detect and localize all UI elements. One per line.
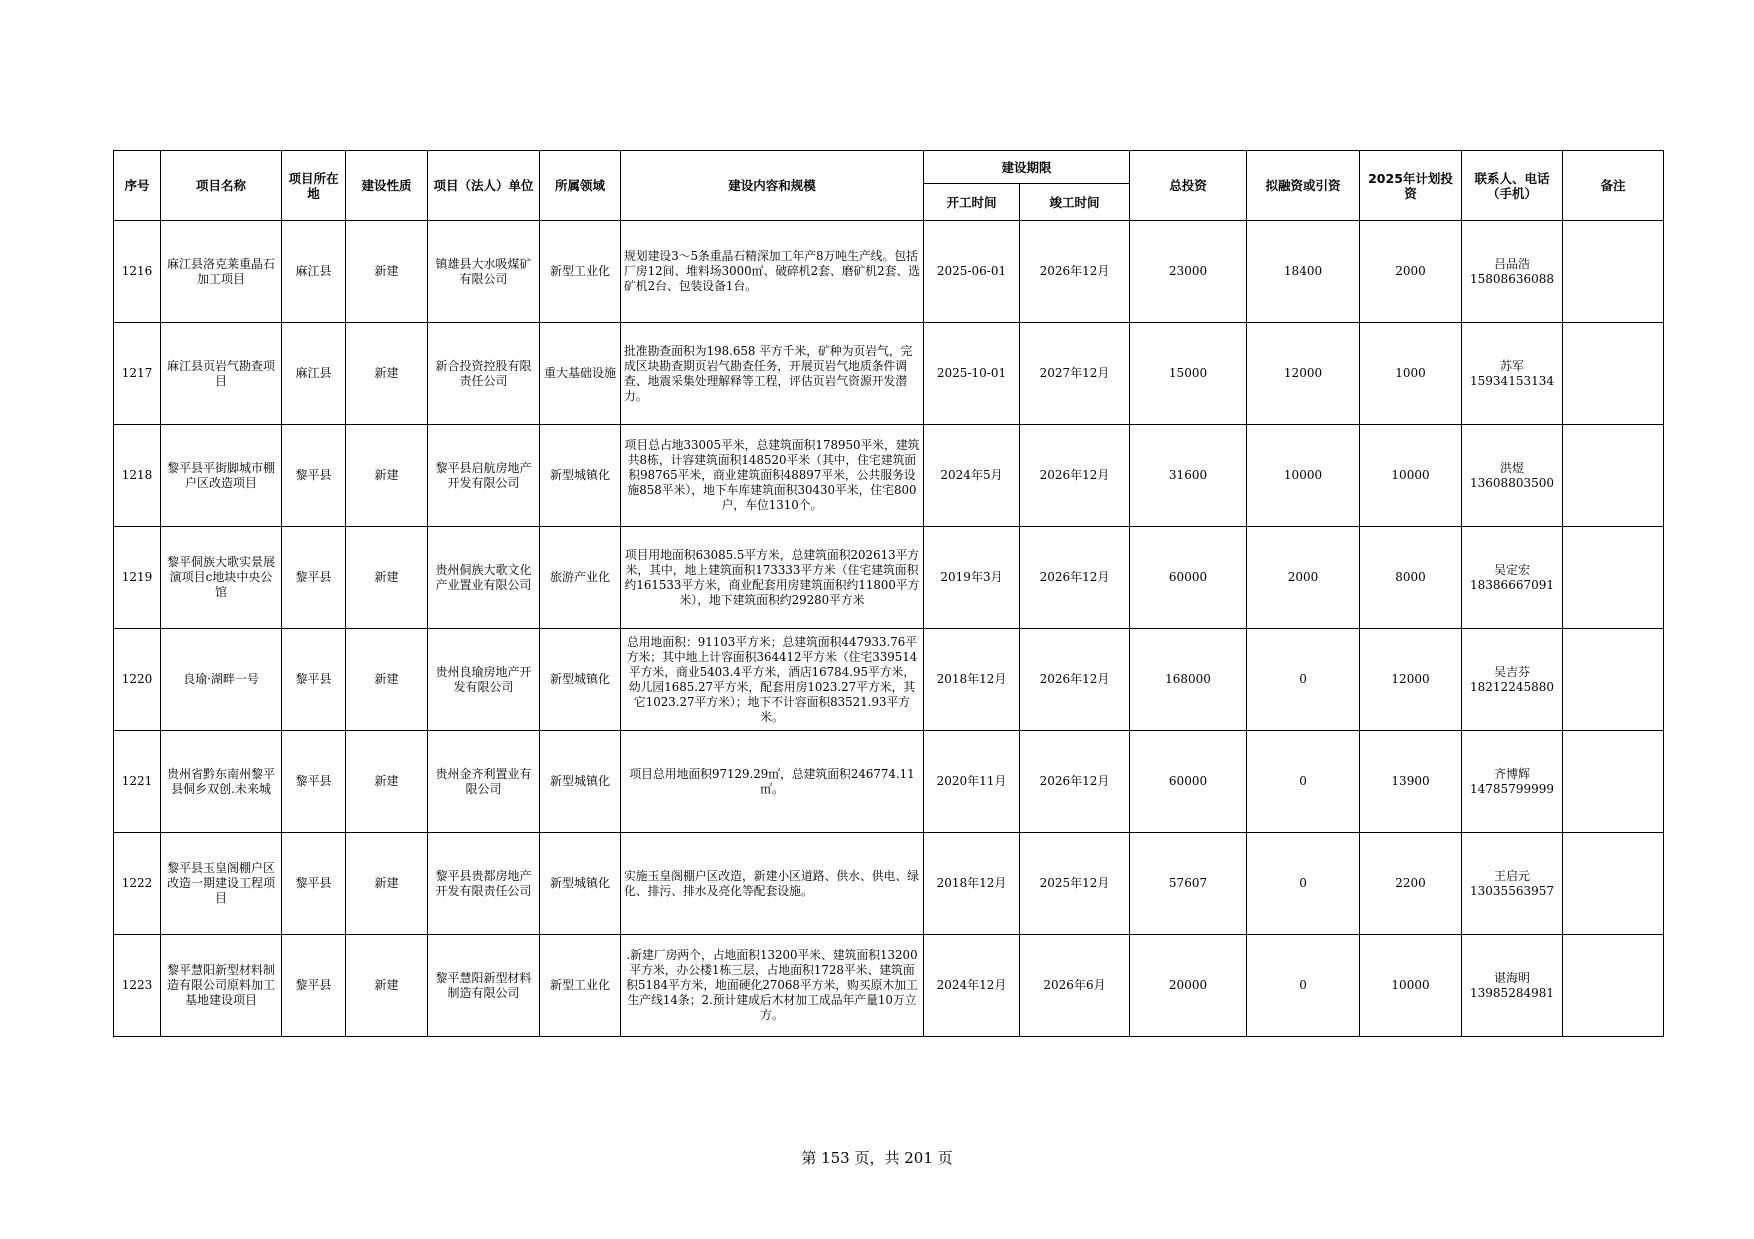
header-name: 项目名称 [161, 151, 282, 221]
cell-contact [1462, 221, 1563, 323]
cell-unit: 新合投资控股有限责任公司 [428, 323, 540, 425]
cell-total: 168000 [1130, 629, 1247, 731]
cell-field: 新型城镇化 [540, 731, 621, 833]
cell-contact [1462, 935, 1563, 1037]
cell-seq: 1222 [114, 833, 161, 935]
table-header [114, 151, 1664, 221]
cell-content: 项目总占地33005平米，总建筑面积178950平米，建筑共8栋，计容建筑面积148520平米（其中，住宅建筑面积98765平米，商业建筑面积48897平米，公共服务设施858平米），地下车库建筑面积30430平米，住宅800户，车位1310个。 [621, 425, 924, 527]
cell-field: 新型工业化 [540, 221, 621, 323]
cell-seq: 1216 [114, 221, 161, 323]
table-row [114, 425, 1664, 527]
header-remark: 备注 [1563, 151, 1664, 221]
cell-total: 60000 [1130, 731, 1247, 833]
cell-name: 麻江县页岩气勘查项目 [161, 323, 282, 425]
cell-name: 黎平慧阳新型材料制造有限公司原料加工基地建设项目 [161, 935, 282, 1037]
header-plan2025: 2025年计划投资 [1360, 151, 1462, 221]
contact-name: 齐博辉 [1494, 766, 1531, 781]
contact-phone: 13035563957 [1470, 883, 1554, 898]
cell-name: 麻江县洛克莱重晶石加工项目 [161, 221, 282, 323]
cell-contact [1462, 731, 1563, 833]
cell-end: 2027年12月 [1020, 323, 1130, 425]
cell-seq: 1221 [114, 731, 161, 833]
cell-seq: 1220 [114, 629, 161, 731]
table-row [114, 935, 1664, 1037]
contact-name: 吴吉芬 [1494, 664, 1531, 679]
cell-end: 2026年12月 [1020, 629, 1130, 731]
contact-phone: 14785799999 [1470, 781, 1554, 796]
contact-name: 王启元 [1494, 868, 1531, 883]
cell-start: 2024年5月 [924, 425, 1020, 527]
cell-remark [1563, 221, 1664, 323]
cell-contact [1462, 629, 1563, 731]
cell-start: 2025-10-01 [924, 323, 1020, 425]
cell-plan2025: 10000 [1360, 935, 1462, 1037]
cell-plan2025: 2000 [1360, 221, 1462, 323]
cell-end: 2026年12月 [1020, 425, 1130, 527]
table-row [114, 833, 1664, 935]
cell-location: 麻江县 [282, 221, 346, 323]
cell-unit: 黎平慧阳新型材料制造有限公司 [428, 935, 540, 1037]
cell-field: 新型工业化 [540, 935, 621, 1037]
cell-financing: 2000 [1247, 527, 1360, 629]
cell-location: 黎平县 [282, 629, 346, 731]
cell-name: 黎平侗族大歌实景展演项目c地块中央公馆 [161, 527, 282, 629]
contact-phone: 13985284981 [1470, 985, 1554, 1000]
cell-location: 黎平县 [282, 935, 346, 1037]
contact-name: 吕品浩 [1494, 256, 1531, 271]
cell-financing: 0 [1247, 833, 1360, 935]
cell-field: 新型城镇化 [540, 629, 621, 731]
cell-contact [1462, 425, 1563, 527]
cell-field: 新型城镇化 [540, 425, 621, 527]
header-total: 总投资 [1130, 151, 1247, 221]
cell-content: 项目总用地面积97129.29㎡，总建筑面积246774.11㎡。 [621, 731, 924, 833]
cell-content: 总用地面积：91103平方米；总建筑面积447933.76平方米；其中地上计容面积364412平方米（住宅339514平方米，商业5403.4平方米，酒店16784.95平方米，幼儿园1685.27平方米，配套用房1023.27平方米，其它1023.27平方米）；地下不计容面积83521.93平方米。 [621, 629, 924, 731]
cell-start: 2018年12月 [924, 833, 1020, 935]
cell-seq: 1218 [114, 425, 161, 527]
table-row [114, 221, 1664, 323]
header-contact: 联系人、电话（手机） [1462, 151, 1563, 221]
header-field: 所属领域 [540, 151, 621, 221]
cell-nature: 新建 [346, 935, 428, 1037]
cell-location: 麻江县 [282, 323, 346, 425]
cell-end: 2026年12月 [1020, 731, 1130, 833]
cell-plan2025: 10000 [1360, 425, 1462, 527]
cell-contact [1462, 833, 1563, 935]
header-start: 开工时间 [924, 184, 1020, 221]
table-row [114, 323, 1664, 425]
cell-unit: 贵州良瑜房地产开发有限公司 [428, 629, 540, 731]
cell-end: 2025年12月 [1020, 833, 1130, 935]
contact-name: 谌海明 [1494, 970, 1531, 985]
cell-unit: 镇雄县大水吸煤矿有限公司 [428, 221, 540, 323]
cell-plan2025: 1000 [1360, 323, 1462, 425]
cell-content: 批准勘查面积为198.658 平方千米，矿种为页岩气，完成区块勘查期页岩气勘查任务，开展页岩气地质条件调查、地震采集处理解释等工程，评估页岩气资源开发潜力。 [621, 323, 924, 425]
cell-plan2025: 12000 [1360, 629, 1462, 731]
cell-start: 2024年12月 [924, 935, 1020, 1037]
cell-content: 实施玉皇阁棚户区改造，新建小区道路、供水、供电、绿化、排污、排水及亮化等配套设施。 [621, 833, 924, 935]
cell-remark [1563, 935, 1664, 1037]
cell-unit: 贵州侗族大歌文化产业置业有限公司 [428, 527, 540, 629]
header-period: 建设期限 [924, 151, 1130, 184]
contact-phone: 15808636088 [1470, 271, 1554, 286]
cell-remark [1563, 833, 1664, 935]
cell-seq: 1217 [114, 323, 161, 425]
cell-name: 贵州省黔东南州黎平县侗乡双创.未来城 [161, 731, 282, 833]
contact-name: 吴定宏 [1494, 562, 1531, 577]
table-row [114, 731, 1664, 833]
cell-content: 规划建设3～5条重晶石精深加工年产8万吨生产线。包括厂房12间、堆料场3000㎡、破碎机2套、磨矿机2套、选矿机2台、包装设备1台。 [621, 221, 924, 323]
cell-content: .新建厂房两个，占地面积13200平米、建筑面积13200平方米，办公楼1栋三层，占地面积1728平米、建筑面积5184平方米，地面硬化27068平方米，购买原木加工生产线14条；2.预计建成后木材加工成品年产量10万立方。 [621, 935, 924, 1037]
cell-remark [1563, 731, 1664, 833]
cell-field: 重大基础设施 [540, 323, 621, 425]
cell-contact [1462, 527, 1563, 629]
cell-location: 黎平县 [282, 833, 346, 935]
header-unit: 项目（法人）单位 [428, 151, 540, 221]
header-location: 项目所在地 [282, 151, 346, 221]
cell-financing: 0 [1247, 731, 1360, 833]
cell-financing: 0 [1247, 629, 1360, 731]
cell-financing: 0 [1247, 935, 1360, 1037]
cell-start: 2018年12月 [924, 629, 1020, 731]
table-body [114, 221, 1664, 1037]
cell-nature: 新建 [346, 221, 428, 323]
header-seq: 序号 [114, 151, 161, 221]
cell-name: 良瑜·湖畔一号 [161, 629, 282, 731]
cell-field: 新型城镇化 [540, 833, 621, 935]
cell-end: 2026年12月 [1020, 527, 1130, 629]
cell-plan2025: 2200 [1360, 833, 1462, 935]
cell-total: 31600 [1130, 425, 1247, 527]
contact-phone: 13608803500 [1470, 475, 1554, 490]
cell-remark [1563, 425, 1664, 527]
cell-location: 黎平县 [282, 527, 346, 629]
cell-location: 黎平县 [282, 425, 346, 527]
cell-end: 2026年12月 [1020, 221, 1130, 323]
cell-unit: 贵州金齐利置业有限公司 [428, 731, 540, 833]
cell-total: 15000 [1130, 323, 1247, 425]
contact-phone: 18386667091 [1470, 577, 1554, 592]
cell-contact [1462, 323, 1563, 425]
header-end: 竣工时间 [1020, 184, 1130, 221]
cell-unit: 黎平县贵都房地产开发有限责任公司 [428, 833, 540, 935]
cell-nature: 新建 [346, 527, 428, 629]
cell-plan2025: 8000 [1360, 527, 1462, 629]
cell-remark [1563, 629, 1664, 731]
cell-financing: 18400 [1247, 221, 1360, 323]
cell-nature: 新建 [346, 323, 428, 425]
cell-total: 20000 [1130, 935, 1247, 1037]
cell-remark [1563, 323, 1664, 425]
header-nature: 建设性质 [346, 151, 428, 221]
cell-name: 黎平县平街脚城市棚户区改造项目 [161, 425, 282, 527]
cell-start: 2019年3月 [924, 527, 1020, 629]
page-footer: 第 153 页，共 201 页 [801, 1149, 953, 1167]
cell-location: 黎平县 [282, 731, 346, 833]
cell-end: 2026年6月 [1020, 935, 1130, 1037]
contact-phone: 15934153134 [1470, 373, 1554, 388]
header-content: 建设内容和规模 [621, 151, 924, 221]
header-financing: 拟融资或引资 [1247, 151, 1360, 221]
cell-nature: 新建 [346, 425, 428, 527]
table-row [114, 629, 1664, 731]
cell-seq: 1219 [114, 527, 161, 629]
contact-phone: 18212245880 [1470, 679, 1554, 694]
cell-content: 项目用地面积63085.5平方米，总建筑面积202613平方米，其中，地上建筑面积173333平方米（住宅建筑面积约161533平方米，商业配套用房建筑面积约11800平方米），地下建筑面积约29280平方米 [621, 527, 924, 629]
cell-total: 57607 [1130, 833, 1247, 935]
cell-financing: 12000 [1247, 323, 1360, 425]
cell-financing: 10000 [1247, 425, 1360, 527]
contact-name: 洪煜 [1500, 460, 1525, 475]
cell-plan2025: 13900 [1360, 731, 1462, 833]
cell-seq: 1223 [114, 935, 161, 1037]
cell-unit: 黎平县启航房地产开发有限公司 [428, 425, 540, 527]
contact-name: 苏军 [1500, 358, 1525, 373]
cell-name: 黎平县玉皇阁棚户区改造一期建设工程项目 [161, 833, 282, 935]
table-row [114, 527, 1664, 629]
cell-start: 2020年11月 [924, 731, 1020, 833]
cell-nature: 新建 [346, 629, 428, 731]
cell-remark [1563, 527, 1664, 629]
cell-field: 旅游产业化 [540, 527, 621, 629]
cell-total: 23000 [1130, 221, 1247, 323]
project-table-sheet [113, 150, 1663, 1037]
cell-nature: 新建 [346, 731, 428, 833]
cell-nature: 新建 [346, 833, 428, 935]
cell-total: 60000 [1130, 527, 1247, 629]
cell-start: 2025-06-01 [924, 221, 1020, 323]
project-table [113, 150, 1664, 1037]
